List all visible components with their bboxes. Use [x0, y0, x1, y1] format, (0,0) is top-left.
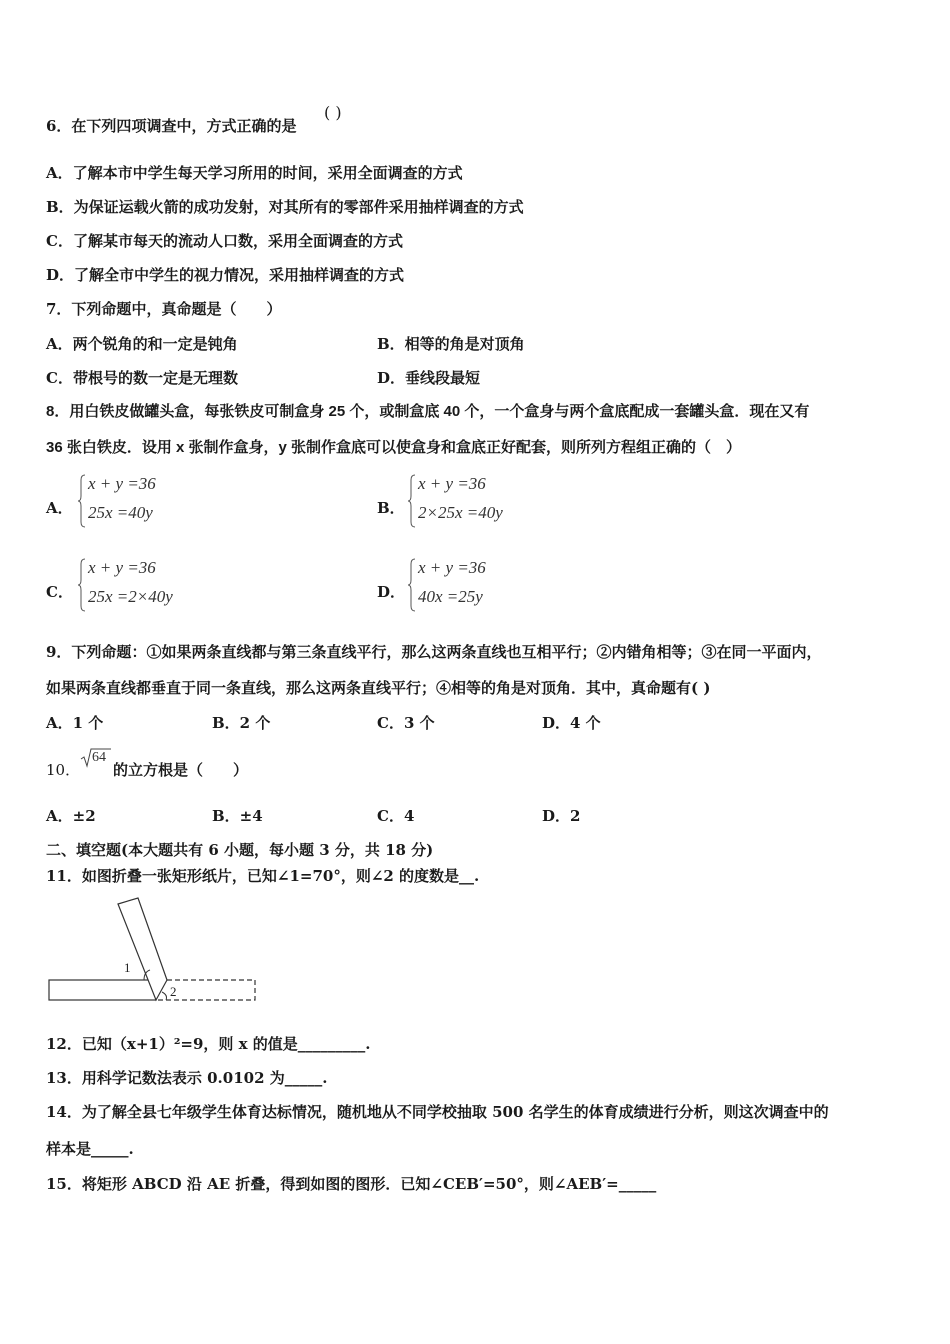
- q10-option-b[interactable]: B．±4: [212, 807, 263, 825]
- q11-angle-1-label: 1: [124, 960, 131, 975]
- q8-stem-line2: 36 张白铁皮．设用 x 张制作盒身，y 张制作盒底可以使盒身和盒底正好配套，则所列方程组正确的（ ）: [46, 439, 742, 456]
- q6-option-d[interactable]: D．了解全市中学生的视力情况，采用抽样调查的方式: [46, 266, 405, 284]
- q8-option-a-label[interactable]: A．: [46, 499, 73, 517]
- q14-stem-line1: 14．为了解全县七年级学生体育达标情况，随机地从不同学校抽取 500 名学生的体育成绩进行分析，则这次调查中的: [46, 1103, 829, 1121]
- q10-option-a[interactable]: A．±2: [46, 807, 96, 825]
- q7-stem: 7．下列命题中，真命题是（ ）: [46, 300, 282, 318]
- q8-d-eq2: 40x =25y: [418, 587, 483, 606]
- q11-stem: 11．如图折叠一张矩形纸片，已知∠1=70°，则∠2 的度数是__.: [46, 867, 480, 885]
- q8-a-eq1: x + y =36: [88, 474, 156, 493]
- q6-option-a[interactable]: A．了解本市中学生每天学习所用的时间，采用全面调查的方式: [46, 164, 463, 182]
- q9-option-a[interactable]: A．1 个: [46, 714, 104, 732]
- q8-d-eq1: x + y =36: [418, 558, 486, 577]
- q8-b-eq2: 2×25x =40y: [418, 503, 503, 522]
- q11-folded-paper-figure: [40, 892, 270, 1010]
- brace-icon: [408, 474, 416, 528]
- q9-option-d[interactable]: D．4 个: [542, 714, 601, 732]
- q10-option-d[interactable]: D．2: [542, 807, 581, 825]
- q13-stem: 13．用科学记数法表示 0.0102 为_____.: [46, 1069, 328, 1087]
- q9-stem-line1: 9．下列命题：①如果两条直线都与第三条直线平行，那么这两条直线也互相平行；②内错角相等；③在同一平面内，: [46, 643, 822, 661]
- q15-stem: 15．将矩形 ABCD 沿 AE 折叠，得到如图的图形．已知∠CEB′=50°，则∠AEB′=_____: [46, 1175, 657, 1193]
- q8-stem-line1: 8．用白铁皮做罐头盒，每张铁皮可制盒身 25 个，或制盒底 40 个，一个盒身与两个盒底配成一套罐头盒．现在又有: [46, 403, 810, 420]
- q10-stem: 的立方根是（ ）: [113, 761, 249, 779]
- q10-radicand: 64: [92, 750, 106, 765]
- q8-option-d-label[interactable]: D．: [377, 583, 406, 601]
- q7-option-a[interactable]: A．两个锐角的和一定是钝角: [46, 335, 238, 353]
- brace-icon: [408, 558, 416, 612]
- q9-option-c[interactable]: C．3 个: [377, 714, 435, 732]
- q7-option-b[interactable]: B．相等的角是对顶角: [377, 335, 525, 353]
- q6-answer-paren: ( ): [324, 103, 342, 122]
- q6-option-c[interactable]: C．了解某市每天的流动人口数，采用全面调查的方式: [46, 232, 403, 250]
- q12-stem: 12．已知（x+1）²=9，则 x 的值是_________.: [46, 1035, 371, 1053]
- q7-option-c[interactable]: C．带根号的数一定是无理数: [46, 369, 238, 387]
- q8-a-eq2: 25x =40y: [88, 503, 153, 522]
- q8-c-eq1: x + y =36: [88, 558, 156, 577]
- q7-option-d[interactable]: D．垂线段最短: [377, 369, 481, 387]
- q8-b-eq1: x + y =36: [418, 474, 486, 493]
- q6-stem: 6．在下列四项调查中，方式正确的是: [46, 117, 297, 135]
- q10-option-c[interactable]: C．4: [377, 807, 415, 825]
- q11-angle-2-label: 2: [170, 984, 177, 999]
- q8-c-eq2: 25x =2×40y: [88, 587, 173, 606]
- brace-icon: [78, 474, 86, 528]
- q8-option-c-label[interactable]: C．: [46, 583, 73, 601]
- section-2-heading: 二、填空题(本大题共有 6 小题，每小题 3 分，共 18 分): [46, 841, 434, 859]
- q10-number: 10．: [46, 761, 81, 779]
- q6-option-b[interactable]: B．为保证运载火箭的成功发射，对其所有的零部件采用抽样调查的方式: [46, 198, 524, 216]
- q14-stem-line2: 样本是_____.: [46, 1140, 134, 1158]
- q9-stem-line2: 如果两条直线都垂直于同一条直线，那么这两条直线平行；④相等的角是对顶角．其中，真命题有( ): [46, 679, 711, 697]
- brace-icon: [78, 558, 86, 612]
- q8-option-b-label[interactable]: B．: [377, 499, 405, 517]
- q9-option-b[interactable]: B．2 个: [212, 714, 271, 732]
